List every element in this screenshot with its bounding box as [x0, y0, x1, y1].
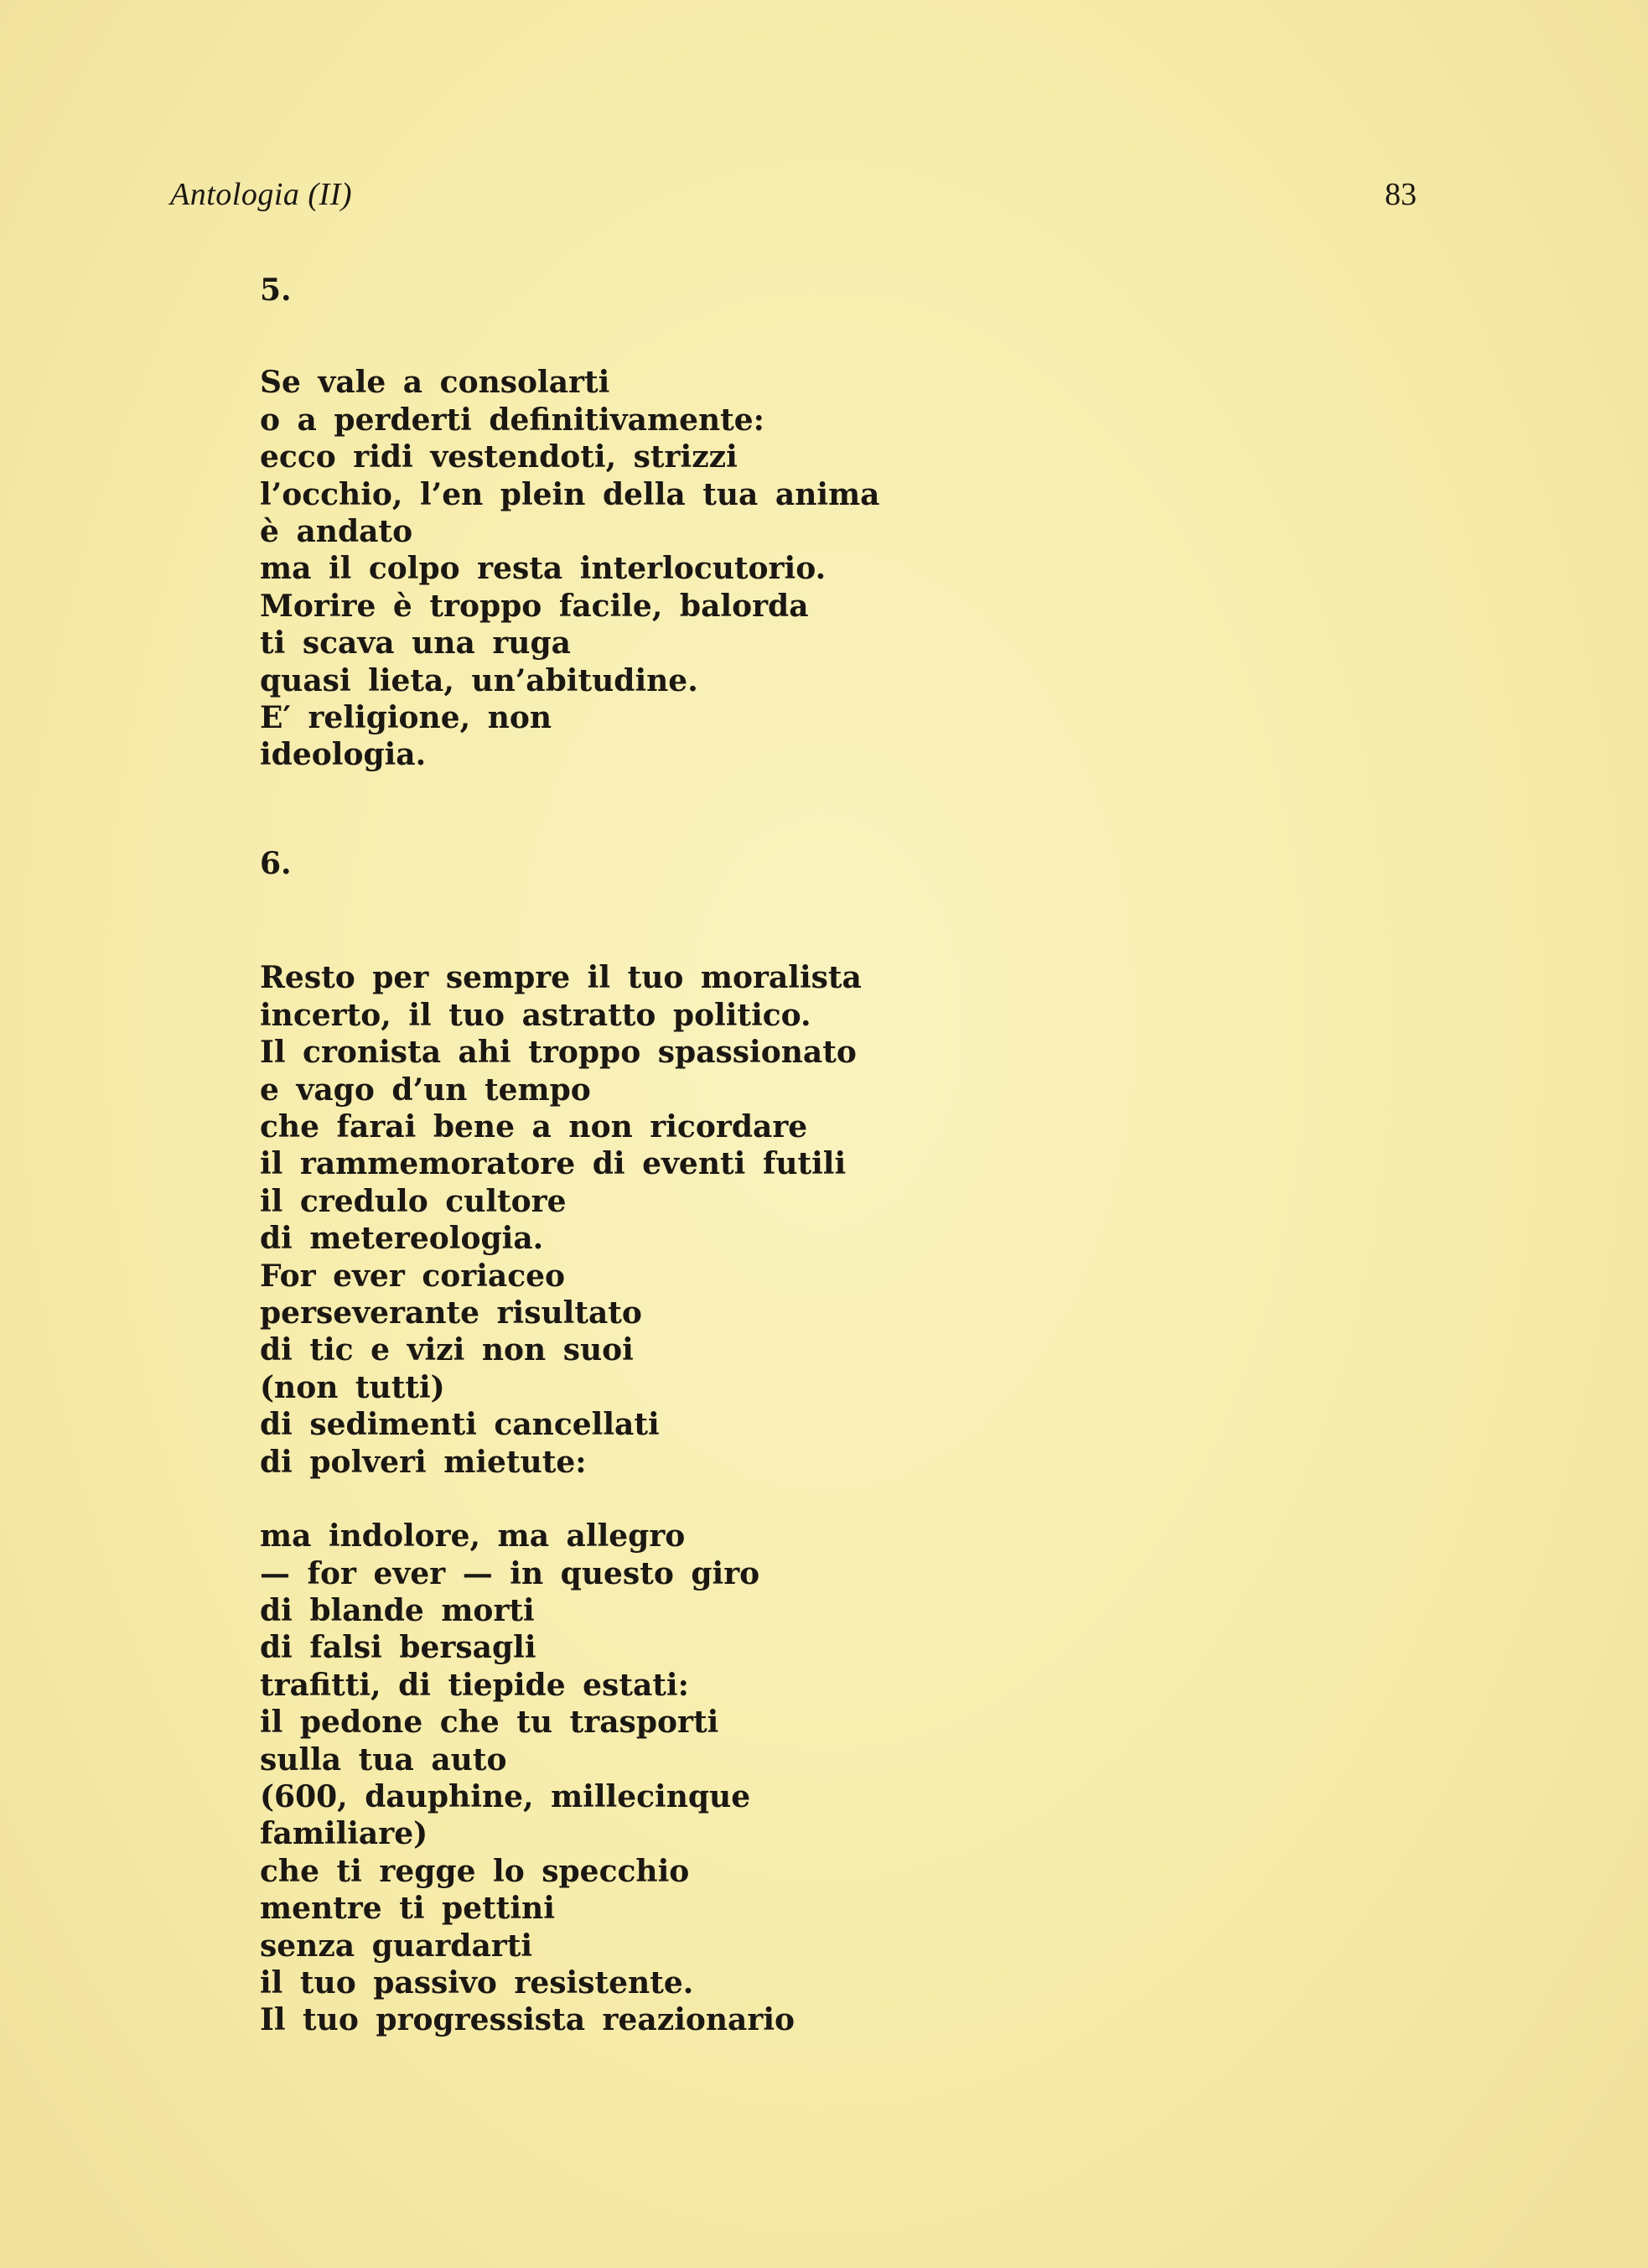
- poem-line: Il cronista ahi troppo spassionato: [260, 1035, 857, 1071]
- poem-line: perseverante risultato: [260, 1295, 642, 1331]
- poem-line: For ever coriaceo: [260, 1258, 566, 1294]
- poem-line: è andato: [260, 514, 413, 550]
- poem-line: o a perderti definitivamente:: [260, 402, 764, 438]
- poem-line: mentre ti pettini: [260, 1891, 555, 1927]
- poem-line: E′ religione, non: [260, 700, 552, 736]
- poem-line: (600, dauphine, millecinque: [260, 1778, 751, 1814]
- poem-line: ma indolore, ma allegro: [260, 1518, 686, 1554]
- poem-line: che farai bene a non ricordare: [260, 1109, 808, 1145]
- poem-line: che ti regge lo specchio: [260, 1853, 690, 1889]
- section-number: 5.: [260, 272, 292, 308]
- poem-line: ti scava una ruga: [260, 625, 571, 662]
- poem-line: e vago d’un tempo: [260, 1072, 591, 1108]
- poem-line: di sedimenti cancellati: [260, 1407, 660, 1443]
- poem-line: Il tuo progressista reazionario: [260, 2002, 795, 2038]
- poem-line: — for ever — in questo giro: [260, 1555, 760, 1591]
- poem-line: di falsi bersagli: [260, 1630, 536, 1666]
- poem-line: incerto, il tuo astratto politico.: [260, 997, 811, 1033]
- stanza: [260, 1518, 1433, 2039]
- poem-section-6: [260, 845, 1433, 2039]
- poem-line: il pedone che tu trasporti: [260, 1705, 719, 1741]
- stanza: [260, 364, 1433, 773]
- running-header: Antologia (II): [170, 177, 353, 212]
- stanza: [260, 959, 1433, 1481]
- poem-line: di tic e vizi non suoi: [260, 1332, 634, 1368]
- poem-line: il tuo passivo resistente.: [260, 1964, 694, 2001]
- poem-line: l’occhio, l’en plein della tua anima: [260, 476, 880, 512]
- poem-line: il credulo cultore: [260, 1183, 567, 1219]
- poem-line: di metereologia.: [260, 1221, 544, 1257]
- poem-line: ecco ridi vestendoti, strizzi: [260, 439, 738, 475]
- poem-line: familiare): [260, 1816, 428, 1852]
- page-number: 83: [1385, 177, 1417, 212]
- poem-line: Morire è troppo facile, balorda: [260, 588, 809, 624]
- poem-line: quasi lieta, un’abitudine.: [260, 662, 698, 698]
- poem-line: ma il colpo resta interlocutorio.: [260, 551, 827, 587]
- poem-line: di blande morti: [260, 1592, 535, 1628]
- section-number: 6.: [260, 846, 292, 881]
- poem-line: trafitti, di tiepide estati:: [260, 1667, 689, 1703]
- poem-line: Resto per sempre il tuo moralista: [260, 960, 862, 996]
- poem-line: senza guardarti: [260, 1928, 533, 1964]
- poem-section-5: [260, 272, 1433, 774]
- poem-line: il rammemoratore di eventi futili: [260, 1146, 847, 1182]
- poem-line: ideologia.: [260, 737, 427, 773]
- poem-line: di polveri mietute:: [260, 1444, 587, 1480]
- poem-line: (non tutti): [260, 1369, 445, 1405]
- poem-line: sulla tua auto: [260, 1741, 507, 1778]
- poem-line: Se vale a consolarti: [260, 365, 610, 401]
